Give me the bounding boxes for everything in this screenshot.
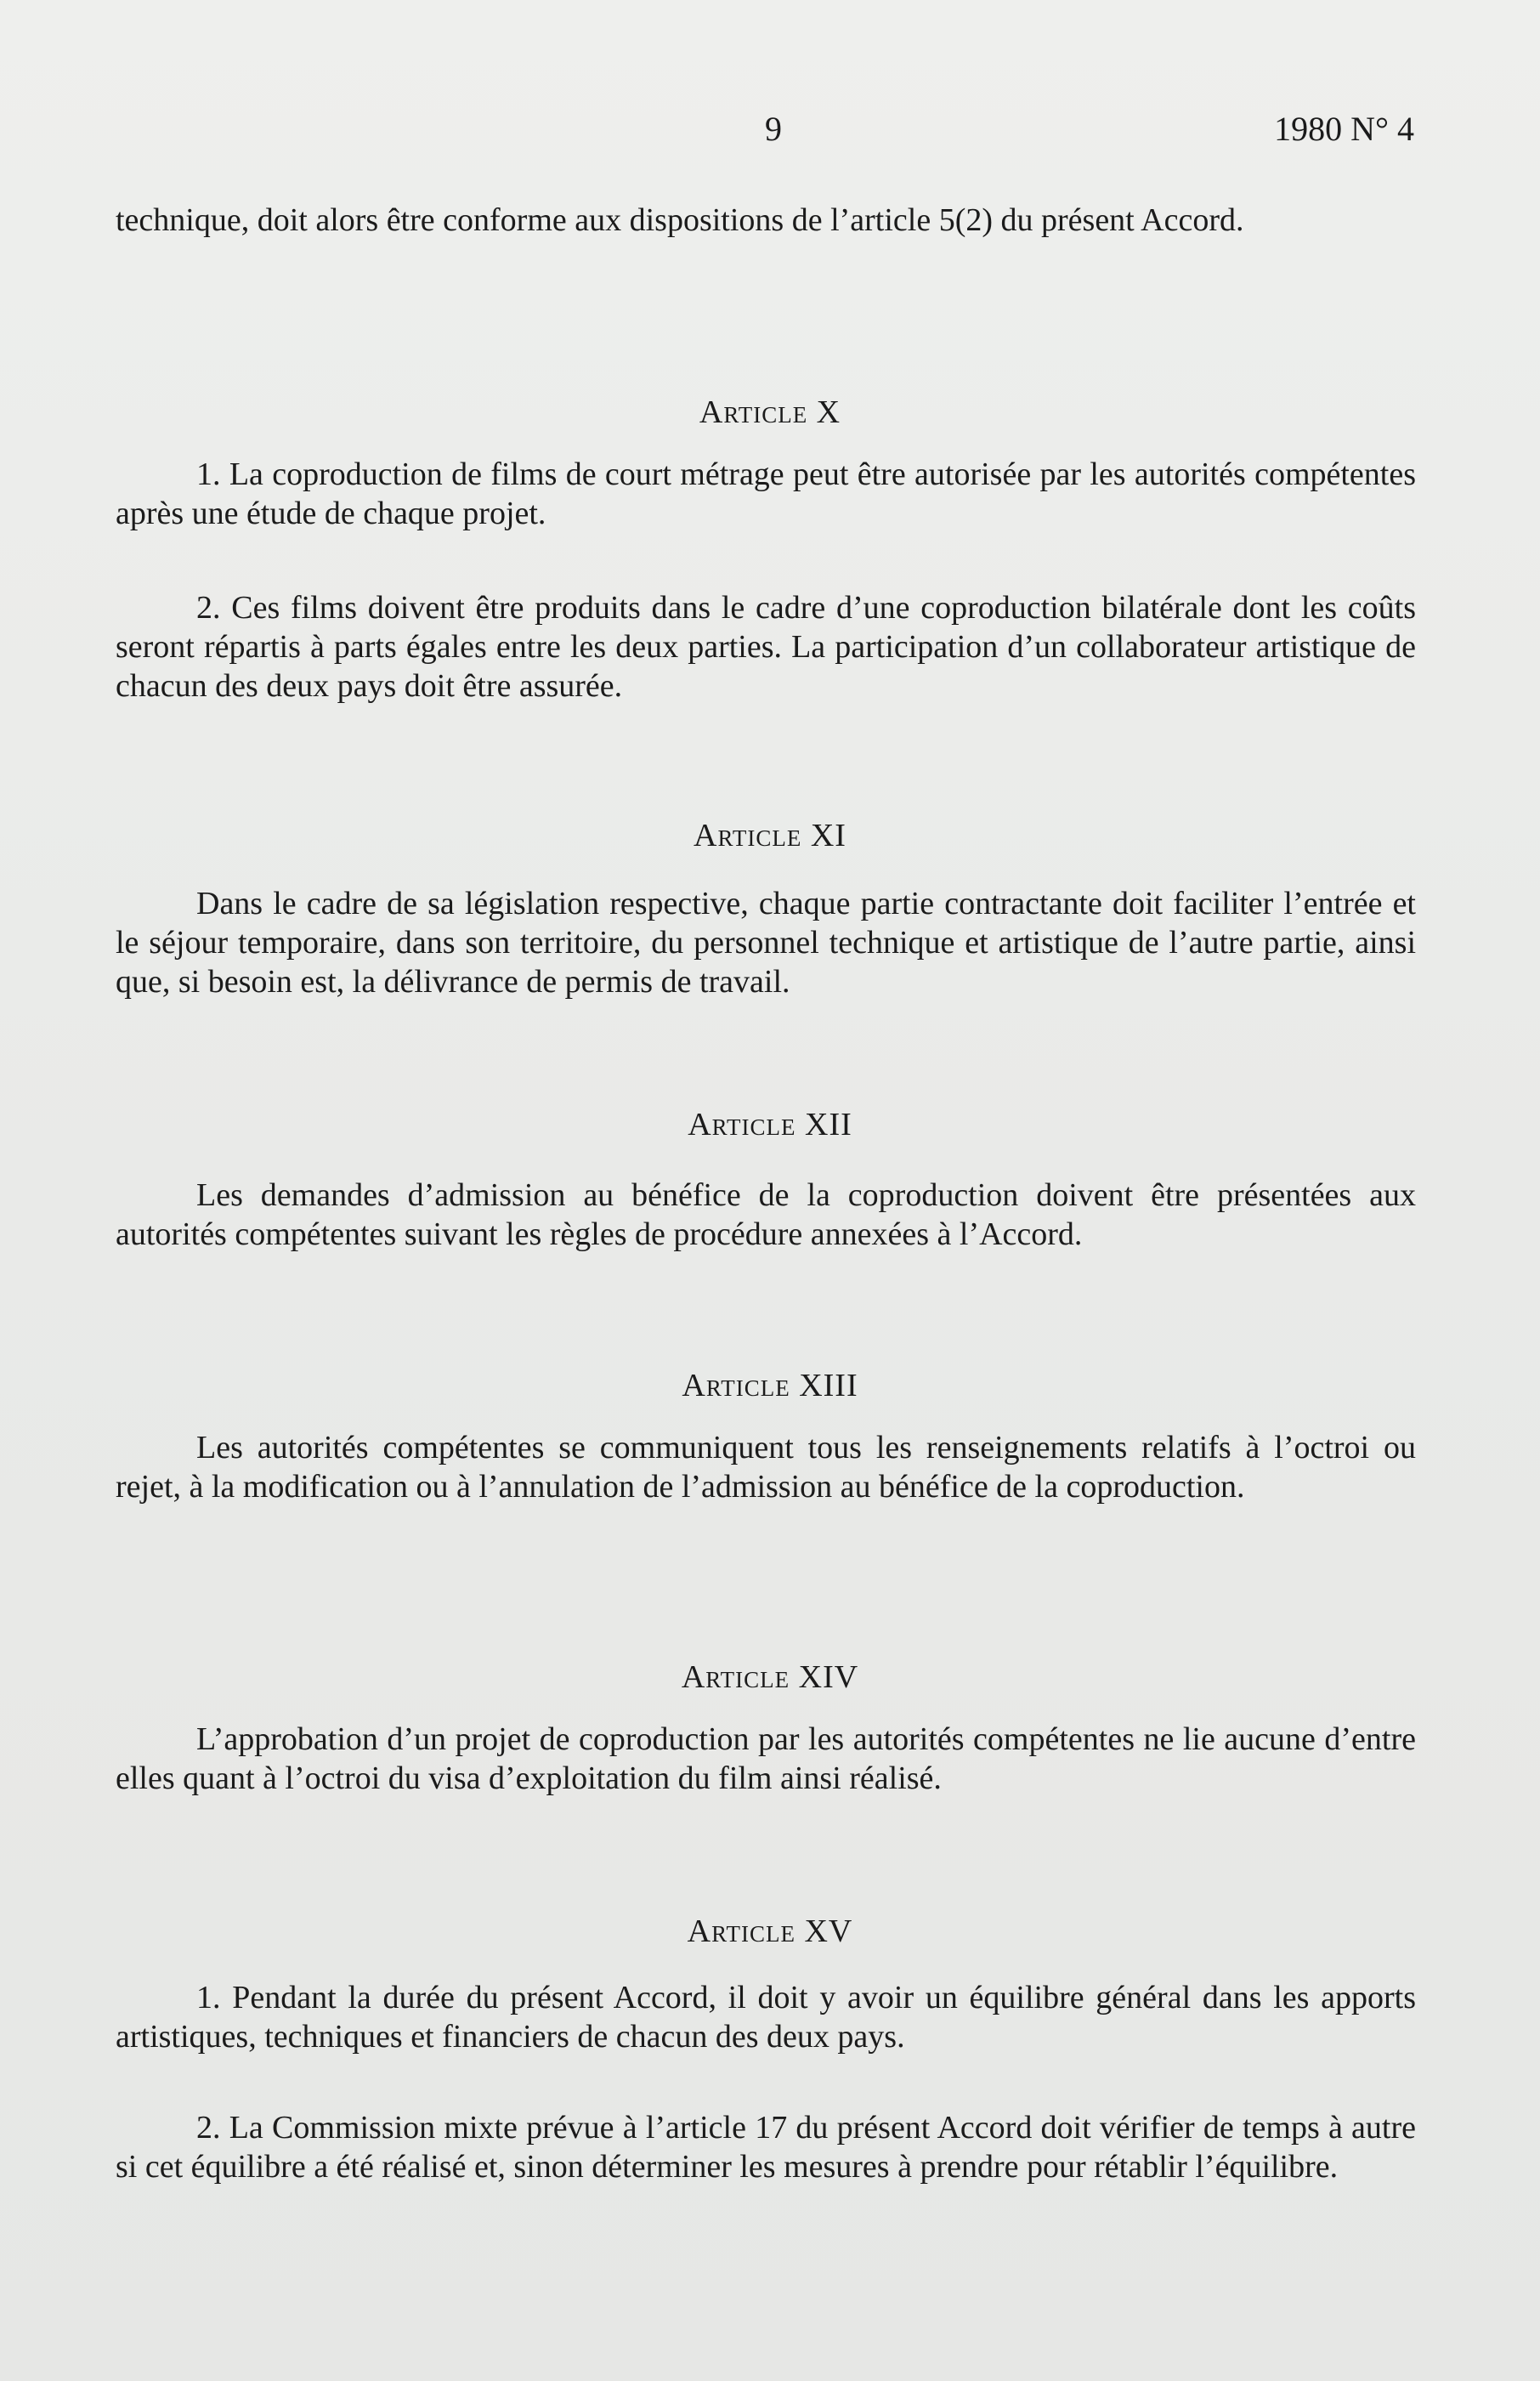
article-xiv-heading: Article XIV — [681, 1659, 859, 1695]
page-number: 9 — [765, 110, 782, 148]
article-xiii-heading: Article XIII — [682, 1368, 858, 1403]
article-xv-heading: Article XV — [687, 1913, 853, 1949]
continuation-paragraph: technique, doit alors être conforme aux dispositions de l’article 5(2) du présent Accord. — [116, 202, 1244, 238]
article-xi-paragraph: Dans le cadre de sa législation respective, chaque partie contractante doit faciliter l’entrée et le séjour temporaire, dans son territoire, du personnel technique et artistique de l’autre partie, ainsi que, si besoin est, la délivrance de permis de travail. — [116, 886, 1416, 1000]
article-x-heading: Article X — [699, 394, 841, 430]
article-x-paragraph-2: 2. Ces films doivent être produits dans le cadre d’une coproduction bilatérale dont les coûts seront répartis à parts égales entre les deux parties. La participation d’un collaborateur artistique de chacun des deux pays doit être assurée. — [116, 590, 1416, 704]
article-xiii-paragraph: Les autorités compétentes se communiquent tous les renseignements relatifs à l’octroi ou rejet, à la modification ou à l’annulation de l’admission au bénéfice de la coproduction. — [116, 1430, 1416, 1505]
article-xi-heading: Article XI — [694, 818, 846, 853]
article-xv-paragraph-1: 1. Pendant la durée du présent Accord, il doit y avoir un équilibre général dans les apports artistiques, techniques et financiers de chacun des deux pays. — [116, 1980, 1416, 2055]
article-xv-paragraph-2: 2. La Commission mixte prévue à l’article 17 du présent Accord doit vérifier de temps à autre si cet équilibre a été réalisé et, sinon déterminer les mesures à prendre pour rétablir l’équilibre. — [116, 2110, 1416, 2185]
article-xii-heading: Article XII — [688, 1107, 852, 1142]
article-xii-paragraph: Les demandes d’admission au bénéfice de la coproduction doivent être présentées aux autorités compétentes suivant les règles de procédure annexées à l’Accord. — [116, 1177, 1416, 1252]
document-reference: 1980 N° 4 — [1274, 110, 1414, 148]
article-xiv-paragraph: L’approbation d’un projet de coproduction par les autorités compétentes ne lie aucune d’entre elles quant à l’octroi du visa d’exploitation du film ainsi réalisé. — [116, 1721, 1416, 1796]
article-x-paragraph-1: 1. La coproduction de films de court métrage peut être autorisée par les autorités compétentes après une étude de chaque projet. — [116, 456, 1416, 531]
